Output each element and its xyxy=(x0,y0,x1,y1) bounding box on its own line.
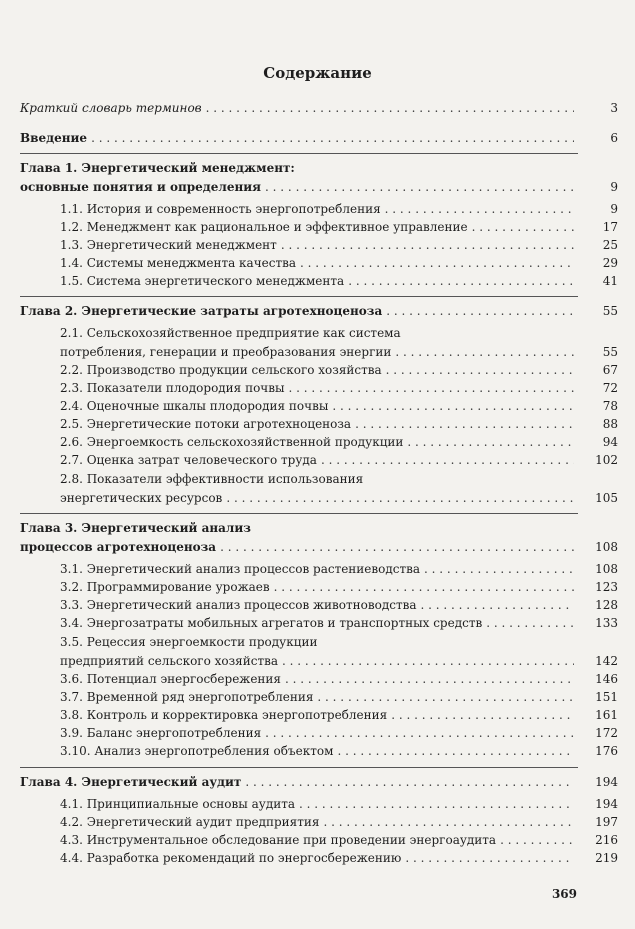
toc-entry-1-3[interactable] xyxy=(60,235,618,255)
toc-entry-2-1[interactable] xyxy=(60,342,618,362)
entry-label: 3.6. Потенциал энергосбережения xyxy=(60,672,281,686)
toc-entry-2-4[interactable] xyxy=(60,396,618,416)
toc-entry-4-3[interactable] xyxy=(60,830,618,850)
toc-entry-intro[interactable] xyxy=(20,128,618,148)
toc-entry-3-1[interactable] xyxy=(60,559,618,579)
leader-dots xyxy=(486,613,574,633)
page-ref: 197 xyxy=(595,815,618,829)
page-ref: 78 xyxy=(602,399,618,413)
toc-entry-2-8[interactable] xyxy=(60,488,618,508)
page-ref: 146 xyxy=(595,672,618,686)
entry-label: 4.2. Энергетический аудит предприятия xyxy=(60,815,320,829)
chapter-title-line: Глава 3. Энергетический анализ xyxy=(20,521,251,535)
section-title-line: 3.5. Рецессия энергоемкости продукции xyxy=(60,635,318,649)
leader-dots xyxy=(407,432,574,452)
entry-label: 3.10. Анализ энергопотребления объектом xyxy=(60,744,334,758)
leader-dots xyxy=(299,794,574,814)
leader-dots xyxy=(321,450,574,470)
page-ref: 108 xyxy=(595,540,618,554)
toc-entry-2-2[interactable] xyxy=(60,360,618,380)
entry-label: 3.4. Энергозатраты мобильных агрегатов и транспортных средств xyxy=(60,616,483,630)
entry-label: 4.3. Инструментальное обследование при проведении энергоаудита xyxy=(60,833,497,847)
divider xyxy=(20,767,578,768)
toc-entry-4-1[interactable] xyxy=(60,794,618,814)
page-ref: 194 xyxy=(595,797,618,811)
page-title: Содержание xyxy=(263,64,372,82)
page-ref: 102 xyxy=(595,453,618,467)
entry-label: 1.4. Системы менеджмента качества xyxy=(60,256,297,270)
page-ref: 216 xyxy=(595,833,618,847)
leader-dots xyxy=(274,577,574,597)
leader-dots xyxy=(385,199,574,219)
leader-dots xyxy=(323,812,574,832)
toc-entry-chapter-4[interactable] xyxy=(20,772,618,792)
entry-label: Глава 2. Энергетические затраты агротехноценоза xyxy=(20,304,383,318)
toc-entry-1-2[interactable] xyxy=(60,217,618,237)
page-ref: 17 xyxy=(602,220,618,234)
entry-label: основные понятия и определения xyxy=(20,180,262,194)
page-ref: 6 xyxy=(610,131,618,145)
page-ref: 72 xyxy=(602,381,618,395)
entry-label: Глава 4. Энергетический аудит xyxy=(20,775,242,789)
toc-entry-3-4[interactable] xyxy=(60,613,618,633)
leader-dots xyxy=(245,772,574,792)
page-ref: 105 xyxy=(595,491,618,505)
page-ref: 67 xyxy=(602,363,618,377)
entry-label: 2.3. Показатели плодородия почвы xyxy=(60,381,285,395)
toc-entry-1-1[interactable] xyxy=(60,199,618,219)
toc-entry-3-6[interactable] xyxy=(60,669,618,689)
toc-entry-3-2[interactable] xyxy=(60,577,618,597)
page-ref: 151 xyxy=(595,690,618,704)
entry-label: Введение xyxy=(20,131,88,145)
page-ref: 9 xyxy=(610,180,618,194)
toc-entry-3-5[interactable] xyxy=(60,651,618,671)
section-title-line: 2.8. Показатели эффективности использования xyxy=(60,472,364,486)
leader-dots xyxy=(317,687,574,707)
toc-entry-3-8[interactable] xyxy=(60,705,618,725)
page-ref: 142 xyxy=(595,654,618,668)
page-ref: 108 xyxy=(595,562,618,576)
entry-label: 3.9. Баланс энергопотребления xyxy=(60,726,262,740)
leader-dots xyxy=(348,271,574,291)
toc-entry-4-2[interactable] xyxy=(60,812,618,832)
leader-dots xyxy=(405,848,574,868)
entry-label: 4.4. Разработка рекомендаций по энергосбережению xyxy=(60,851,402,865)
page-ref: 94 xyxy=(602,435,618,449)
entry-label: 1.1. История и современность энергопотребления xyxy=(60,202,381,216)
entry-label: потребления, генерации и преобразования энергии xyxy=(60,345,392,359)
toc-entry-3-10[interactable] xyxy=(60,741,618,761)
entry-label: процессов агротехноценоза xyxy=(20,540,217,554)
toc-entry-2-5[interactable] xyxy=(60,414,618,434)
leader-dots xyxy=(285,669,574,689)
entry-label: 3.2. Программирование урожаев xyxy=(60,580,270,594)
leader-dots xyxy=(395,342,574,362)
leader-dots xyxy=(226,488,574,508)
page-ref: 219 xyxy=(595,851,618,865)
leader-dots xyxy=(337,741,574,761)
page-number: 369 xyxy=(551,887,577,901)
leader-dots xyxy=(386,301,574,321)
entry-label: 3.7. Временной ряд энергопотребления xyxy=(60,690,314,704)
leader-dots xyxy=(206,98,574,118)
leader-dots xyxy=(424,559,574,579)
toc-entry-3-3[interactable] xyxy=(60,595,618,615)
page-ref: 176 xyxy=(595,744,618,758)
page-ref: 55 xyxy=(602,304,618,318)
entry-label: 3.8. Контроль и корректировка энергопотребления xyxy=(60,708,388,722)
page-ref: 172 xyxy=(595,726,618,740)
page-ref: 55 xyxy=(602,345,618,359)
leader-dots xyxy=(91,128,574,148)
toc-entry-1-4[interactable] xyxy=(60,253,618,273)
divider xyxy=(20,513,578,514)
entry-label: 1.5. Система энергетического менеджмента xyxy=(60,274,345,288)
page-ref: 123 xyxy=(595,580,618,594)
toc-entry-2-3[interactable] xyxy=(60,378,618,398)
toc-entry-3-7[interactable] xyxy=(60,687,618,707)
entry-label: энергетических ресурсов xyxy=(60,491,223,505)
leader-dots xyxy=(282,651,574,671)
page-ref: 194 xyxy=(595,775,618,789)
entry-label: 2.6. Энергоемкость сельскохозяйственной продукции xyxy=(60,435,404,449)
toc-entry-1-5[interactable] xyxy=(60,271,618,291)
entry-label: 2.2. Производство продукции сельского хозяйства xyxy=(60,363,382,377)
leader-dots xyxy=(220,537,574,557)
entry-label: 1.3. Энергетический менеджмент xyxy=(60,238,277,252)
page-ref: 9 xyxy=(610,202,618,216)
leader-dots xyxy=(281,235,574,255)
divider xyxy=(20,296,578,297)
toc-entry-3-9[interactable] xyxy=(60,723,618,743)
toc-entry-2-6[interactable] xyxy=(60,432,618,452)
page-ref: 88 xyxy=(602,417,618,431)
leader-dots xyxy=(421,595,574,615)
entry-label: Краткий словарь терминов xyxy=(20,101,202,115)
divider xyxy=(20,153,578,154)
entry-label: 4.1. Принципиальные основы аудита xyxy=(60,797,296,811)
leader-dots xyxy=(391,705,574,725)
leader-dots xyxy=(289,378,574,398)
toc-entry-4-4[interactable] xyxy=(60,848,618,868)
toc-entry-glossary[interactable] xyxy=(20,98,618,118)
leader-dots xyxy=(355,414,574,434)
toc-entry-chapter-1[interactable] xyxy=(20,177,618,197)
section-title-line: 2.1. Сельскохозяйственное предприятие как система xyxy=(60,326,401,340)
entry-label: 2.5. Энергетические потоки агротехноценоза xyxy=(60,417,352,431)
toc-entry-chapter-3[interactable] xyxy=(20,537,618,557)
chapter-title-line: Глава 1. Энергетический менеджмент: xyxy=(20,161,295,175)
entry-label: предприятий сельского хозяйства xyxy=(60,654,278,668)
leader-dots xyxy=(500,830,574,850)
page-ref: 128 xyxy=(595,598,618,612)
leader-dots xyxy=(300,253,574,273)
page-ref: 3 xyxy=(610,101,618,115)
page-ref: 133 xyxy=(595,616,618,630)
entry-label: 3.3. Энергетический анализ процессов животноводства xyxy=(60,598,417,612)
page-ref: 29 xyxy=(602,256,618,270)
leader-dots xyxy=(332,396,574,416)
toc-entry-chapter-2[interactable] xyxy=(20,301,618,321)
page-ref: 161 xyxy=(595,708,618,722)
leader-dots xyxy=(386,360,574,380)
page-ref: 41 xyxy=(602,274,618,288)
leader-dots xyxy=(265,177,574,197)
toc-entry-2-7[interactable] xyxy=(60,450,618,470)
leader-dots xyxy=(265,723,574,743)
entry-label: 2.4. Оценочные шкалы плодородия почвы xyxy=(60,399,329,413)
entry-label: 3.1. Энергетический анализ процессов растениеводства xyxy=(60,562,421,576)
entry-label: 2.7. Оценка затрат человеческого труда xyxy=(60,453,317,467)
page-ref: 25 xyxy=(602,238,618,252)
entry-label: 1.2. Менеджмент как рациональное и эффективное управление xyxy=(60,220,468,234)
leader-dots xyxy=(472,217,574,237)
